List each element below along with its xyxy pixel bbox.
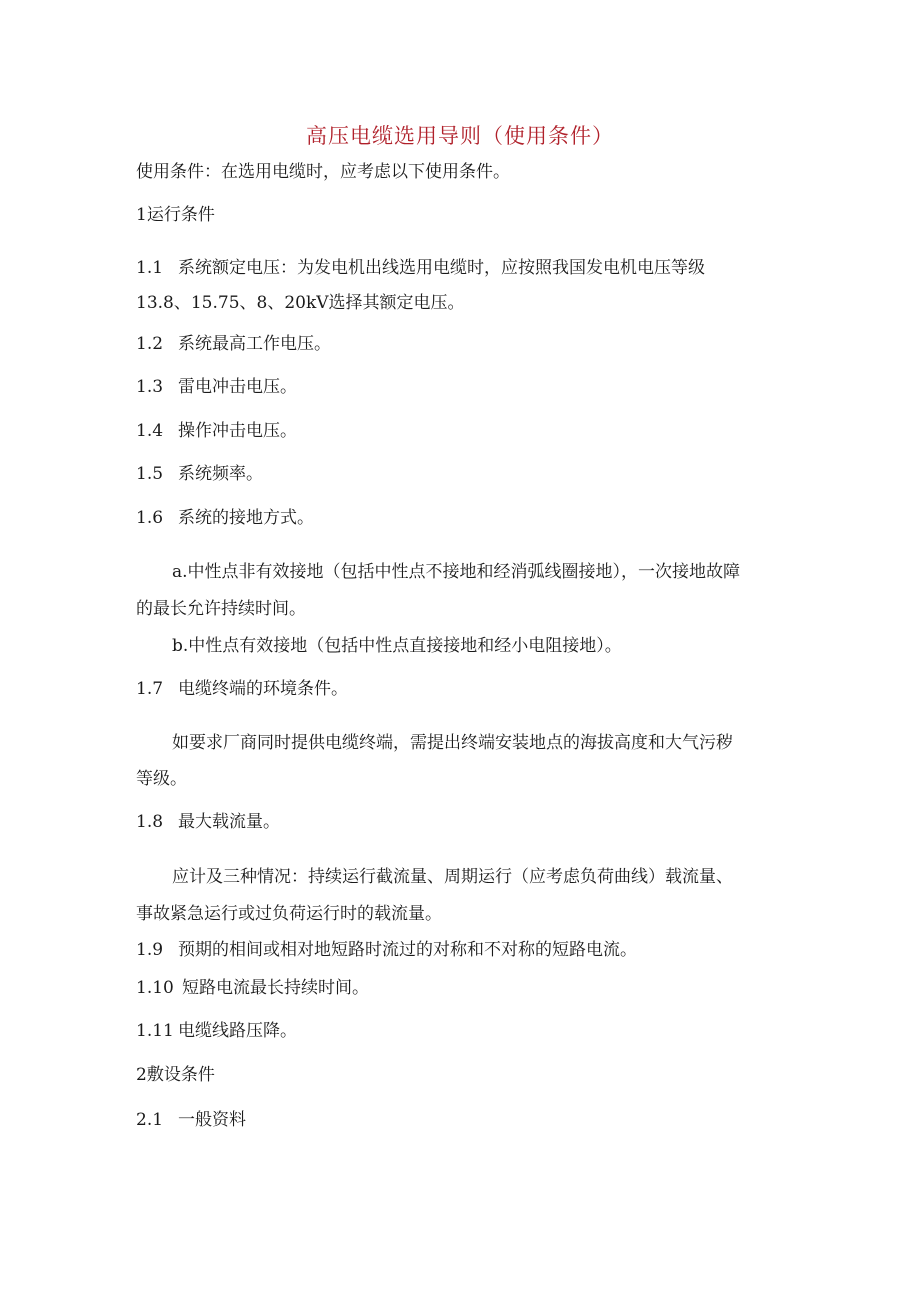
item-number: 1.4: [136, 421, 164, 441]
item-1-7-paragraph-line1: 如要求厂商同时提供电缆终端，需提出终端安装地点的海拔高度和大气污秽: [172, 733, 733, 753]
item-text: 雷电冲击电压。: [178, 377, 297, 397]
item-1-9: [136, 938, 637, 962]
item-1-11: [136, 1019, 297, 1043]
item-text: 系统最高工作电压。: [178, 334, 331, 354]
item-number: 1.10: [136, 978, 174, 998]
item-text: 电缆终端的环境条件。: [178, 679, 348, 699]
item-1-1: [136, 256, 705, 280]
item-1-6-a-line2: 的最长允许持续时间。: [136, 599, 306, 619]
item-text: 系统额定电压：为发电机出线选用电缆时，应按照我国发电机电压等级: [178, 258, 705, 278]
item-1-8-paragraph-line2: 事故紧急运行或过负荷运行时的载流量。: [136, 904, 442, 924]
item-1-1-continuation: 13.8、15.75、8、20kV选择其额定电压。: [136, 293, 465, 313]
item-number: 1.5: [136, 464, 164, 484]
item-number: 1.8: [136, 812, 164, 832]
item-1-4: [136, 419, 297, 443]
item-text: 最大载流量。: [178, 812, 280, 832]
item-number: 1.9: [136, 940, 164, 960]
item-1-6: [136, 506, 314, 530]
item-1-2: [136, 332, 331, 356]
item-text: 电缆线路压降。: [178, 1021, 297, 1041]
item-text: 一般资料: [178, 1110, 246, 1130]
item-1-3: [136, 375, 297, 399]
item-number: 1.3: [136, 377, 164, 397]
item-2-1: [136, 1108, 246, 1132]
item-number: 1.1: [136, 258, 164, 278]
item-text: 操作冲击电压。: [178, 421, 297, 441]
intro-paragraph: 使用条件：在选用电缆时，应考虑以下使用条件。: [136, 162, 510, 182]
item-1-5: [136, 462, 263, 486]
item-number: 1.11: [136, 1021, 174, 1041]
item-number: 1.6: [136, 508, 164, 528]
item-text: 预期的相间或相对地短路时流过的对称和不对称的短路电流。: [178, 940, 637, 960]
item-text: 系统频率。: [178, 464, 263, 484]
item-number: 2.1: [136, 1110, 164, 1130]
item-1-8: [136, 810, 280, 834]
item-number: 1.2: [136, 334, 164, 354]
item-1-8-paragraph-line1: 应计及三种情况：持续运行截流量、周期运行（应考虑负荷曲线）载流量、: [172, 867, 733, 887]
section-2-heading: 2敷设条件: [136, 1065, 215, 1085]
item-1-7: [136, 677, 348, 701]
item-1-6-a-line1: a.中性点非有效接地（包括中性点不接地和经消弧线圈接地），一次接地故障: [172, 562, 741, 582]
item-1-10: [136, 976, 369, 1000]
document-title: 高压电缆选用导则（使用条件）: [306, 124, 614, 148]
item-number: 1.7: [136, 679, 164, 699]
item-text: 系统的接地方式。: [178, 508, 314, 528]
item-text: 短路电流最长持续时间。: [182, 978, 369, 998]
item-1-6-b: b.中性点有效接地（包括中性点直接接地和经小电阻接地）。: [172, 636, 622, 656]
section-1-heading: 1运行条件: [136, 205, 215, 225]
item-1-7-paragraph-line2: 等级。: [136, 769, 187, 789]
